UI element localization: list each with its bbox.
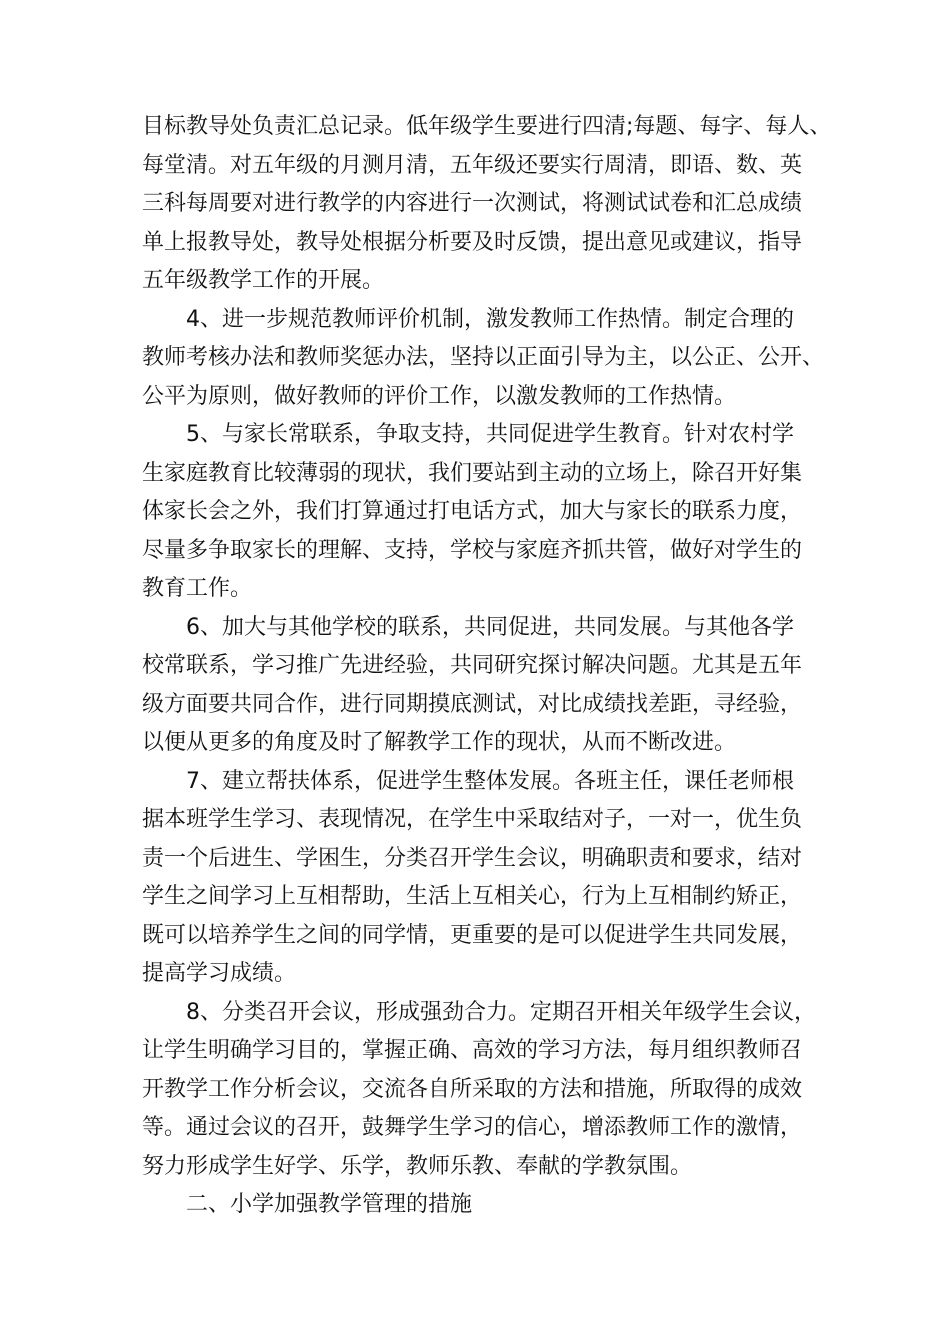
text-line: 既可以培养学生之间的同学情，更重要的是可以促进学生共同发展， bbox=[142, 922, 803, 948]
text-line: 校常联系，学习推广先进经验，共同研究探讨解决问题。尤其是五年 bbox=[142, 653, 803, 678]
text-line: 8、分类召开会议，形成强劲合力。定期召开相关年级学生会议， bbox=[186, 999, 816, 1025]
text-line: 7、建立帮扶体系，促进学生整体发展。各班主任，课任老师根 bbox=[186, 768, 794, 794]
text-line: 开教学工作分析会议，交流各自所采取的方法和措施，所取得的成效 bbox=[142, 1076, 803, 1102]
text-line: 责一个后进生、学困生，分类召开学生会议，明确职责和要求，结对 bbox=[142, 845, 803, 871]
section-heading-text: 二、小学加强教学管理的措施 bbox=[186, 1192, 473, 1217]
text-line: 体家长会之外，我们打算通过打电话方式，加大与家长的联系力度， bbox=[142, 499, 803, 524]
text-line: 学生之间学习上互相帮助，生活上互相关心，行为上互相制约矫正， bbox=[142, 884, 803, 909]
text-line: 五年级教学工作的开展。 bbox=[142, 268, 385, 293]
text-line: 生家庭教育比较薄弱的现状，我们要站到主动的立场上，除召开好集 bbox=[142, 460, 803, 486]
text-line: 目标教导处负责汇总记录。低年级学生要进行四清;每题、每字、每人、 bbox=[142, 114, 832, 139]
text-line: 单上报教导处，教导处根据分析要及时反馈，提出意见或建议，指导 bbox=[142, 229, 803, 255]
paragraph-item-6 bbox=[142, 609, 842, 763]
paragraph-continuation bbox=[142, 108, 842, 301]
text-line: 努力形成学生好学、乐学，教师乐教、奉献的学教氛围。 bbox=[142, 1153, 693, 1179]
paragraph-item-7 bbox=[142, 763, 842, 994]
text-line: 尽量多争取家长的理解、支持，学校与家庭齐抓共管，做好对学生的 bbox=[142, 537, 803, 563]
text-line: 5、与家长常联系，争取支持，共同促进学生教育。针对农村学 bbox=[186, 422, 794, 447]
text-line: 级方面要共同合作，进行同期摸底测试，对比成绩找差距，寻经验， bbox=[142, 691, 803, 717]
paragraph-item-5 bbox=[142, 416, 842, 609]
text-line: 据本班学生学习、表现情况，在学生中采取结对子，一对一，优生负 bbox=[142, 807, 803, 832]
text-line: 每堂清。对五年级的月测月清，五年级还要实行周清，即语、数、英 bbox=[142, 152, 803, 178]
paragraph-item-4 bbox=[142, 301, 842, 417]
text-line: 等。通过会议的召开，鼓舞学生学习的信心，增添教师工作的激情， bbox=[142, 1115, 803, 1140]
text-line: 4、进一步规范教师评价机制，激发教师工作热情。制定合理的 bbox=[186, 306, 794, 332]
section-heading bbox=[142, 1186, 842, 1225]
text-line: 三科每周要对进行教学的内容进行一次测试，将测试试卷和汇总成绩 bbox=[142, 191, 803, 216]
text-line: 6、加大与其他学校的联系，共同促进，共同发展。与其他各学 bbox=[186, 614, 794, 640]
text-line: 公平为原则，做好教师的评价工作，以激发教师的工作热情。 bbox=[142, 383, 737, 409]
text-line: 教育工作。 bbox=[142, 576, 253, 601]
document-body bbox=[142, 108, 842, 1225]
text-line: 提高学习成绩。 bbox=[142, 961, 297, 986]
text-line: 以便从更多的角度及时了解教学工作的现状，从而不断改进。 bbox=[142, 730, 737, 755]
paragraph-item-8 bbox=[142, 994, 842, 1187]
text-line: 让学生明确学习目的，掌握正确、高效的学习方法，每月组织教师召 bbox=[142, 1038, 803, 1063]
text-line: 教师考核办法和教师奖惩办法，坚持以正面引导为主，以公正、公开、 bbox=[142, 345, 825, 370]
